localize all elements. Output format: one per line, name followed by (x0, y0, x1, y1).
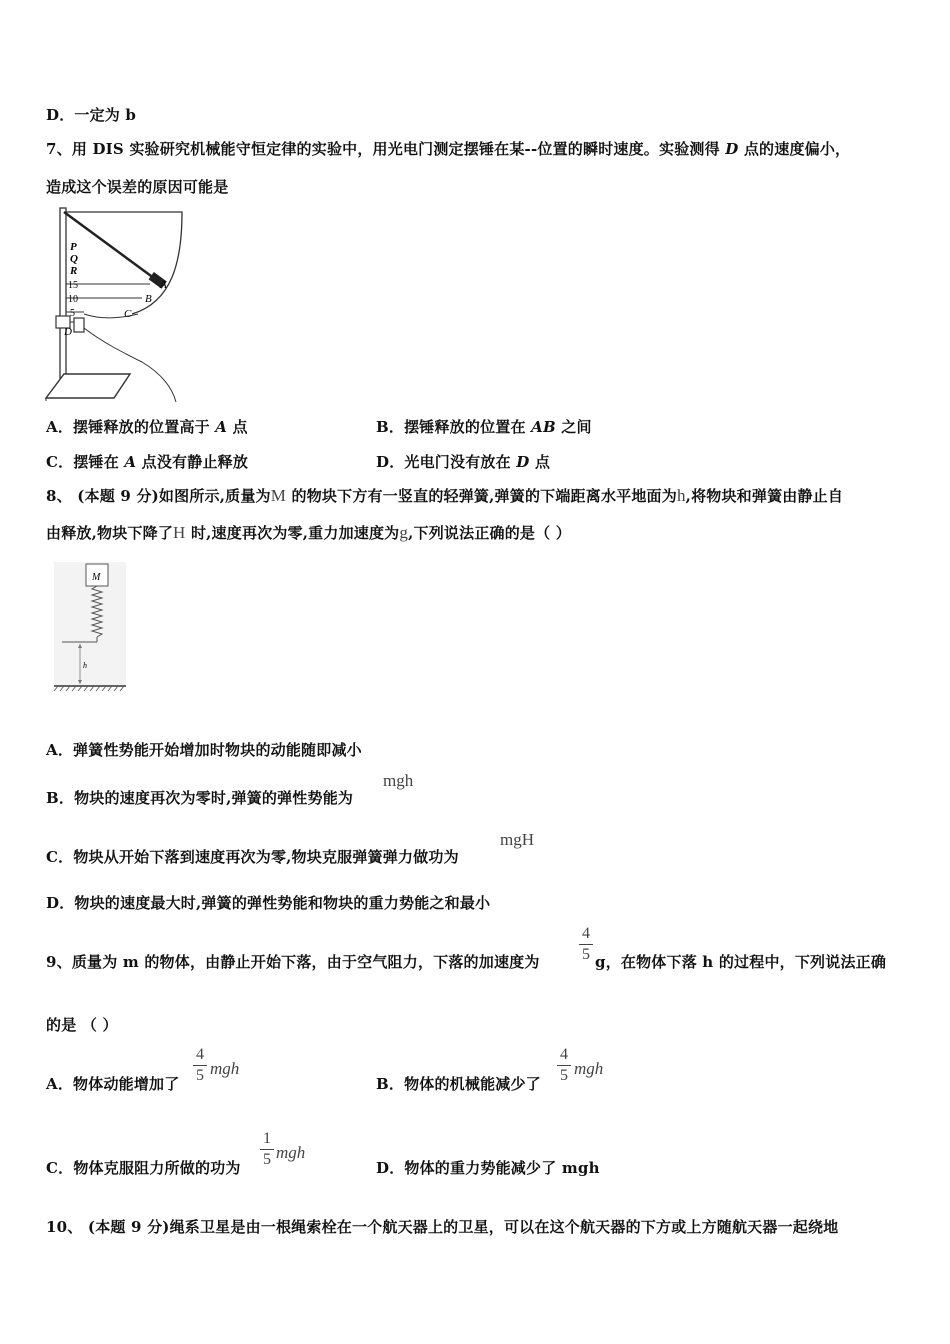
q10-stem-line1: 10、 (本题 9 分)绳系卫星是由一根绳索栓在一个航天器上的卫星，可以在这个航天器的下方或上方随航天器一起绕地 (46, 1218, 839, 1236)
label-R: R (70, 265, 78, 277)
q8-option-b: B．物块的速度再次为零时,弹簧的弹性势能为 (46, 789, 354, 807)
label-A: A (160, 279, 167, 291)
q8-stem-line1: 8、 (本题 9 分)如图所示,质量为M 的物块下方有一竖直的轻弹簧,弹簧的下端距离水平地面为h,将物块和弹簧由静止自 (46, 486, 844, 505)
height-label-h: h (83, 661, 87, 670)
q7-option-b: B．摆锤释放的位置在 AB 之间 (376, 418, 592, 436)
q9-option-c-fraction: 1 5 (260, 1130, 274, 1169)
label-10: 10 (68, 294, 78, 305)
label-D: D (64, 326, 72, 338)
q7-stem-line1: 7、用 DIS 实验研究机械能守恒定律的实验中，用光电门测定摆锤在某--位置的瞬时速度。实验测得 D 点的速度偏小， (46, 140, 851, 158)
q9-stem-line1-b: g，在物体下落 h 的过程中，下列说法正确 (595, 953, 887, 971)
q9-stem-line2: 的是 （ ） (46, 1016, 118, 1034)
q9-option-b: B．物体的机械能减少了 (376, 1075, 541, 1093)
label-Q: Q (70, 253, 78, 265)
q8-option-c: C．物块从开始下落到速度再次为零,物块克服弹簧弹力做功为 (46, 848, 459, 866)
q7-option-d: D．光电门没有放在 D 点 (376, 453, 551, 471)
q8-option-d: D．物块的速度最大时,弹簧的弹性势能和物块的重力势能之和最小 (46, 894, 491, 912)
q9-option-a-fraction: 4 5 (193, 1046, 207, 1085)
label-15: 15 (68, 280, 78, 291)
q8-option-c-expr: mgH (500, 830, 534, 849)
q8-stem-line2: 由释放,物块下降了H 时,速度再次为零,重力加速度为g,下列说法正确的是（ ） (46, 523, 571, 542)
q9-option-a-expr: mgh (210, 1059, 240, 1078)
label-B: B (145, 293, 152, 305)
q9-stem-line1-a: 9、质量为 m 的物体，由静止开始下落，由于空气阻力，下落的加速度为 (46, 953, 540, 971)
q9-option-b-fraction: 4 5 (557, 1046, 571, 1085)
q9-option-d: D．物体的重力势能减少了 mgh (376, 1159, 600, 1177)
q9-option-a: A．物体动能增加了 (46, 1075, 180, 1093)
label-5: 5 (70, 308, 75, 319)
q9-option-c-expr: mgh (276, 1143, 306, 1162)
pendulum-apparatus-figure (42, 202, 192, 402)
q9-option-b-expr: mgh (574, 1059, 604, 1078)
q9-fraction: 4 5 (579, 925, 593, 964)
q9-option-c: C．物体克服阻力所做的功为 (46, 1159, 241, 1177)
q8-option-a: A．弹簧性势能开始增加时物块的动能随即减小 (46, 741, 362, 759)
block-spring-figure (50, 558, 130, 692)
label-P: P (70, 241, 77, 253)
q7-option-c: C．摆锤在 A 点没有静止释放 (46, 453, 249, 471)
block-label-M: M (92, 572, 101, 583)
label-C: C (124, 308, 132, 320)
q8-option-b-expr: mgh (383, 771, 414, 790)
q7-option-a: A．摆锤释放的位置高于 A 点 (46, 418, 248, 436)
q7-stem-line2: 造成这个误差的原因可能是 (46, 178, 229, 196)
q6-option-d: D．一定为 b (46, 106, 137, 124)
